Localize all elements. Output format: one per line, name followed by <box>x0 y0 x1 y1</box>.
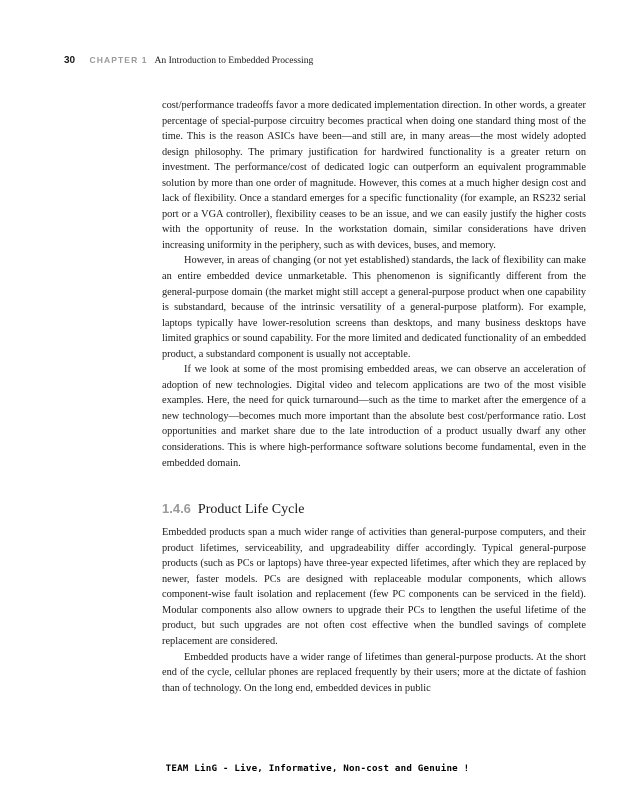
running-head <box>64 53 584 67</box>
page-number: 30 <box>64 55 76 66</box>
main-text <box>162 98 586 696</box>
body-paragraph: If we look at some of the most promising embedded areas, we can observe an acceleration of adoption of new technologies. Digital video and telecom applications are two of the most visible examples. Here, the need for quick turnaround—such as the time to market after the emergence of a new technology—becomes much more important than the absolute best cost/performance ratio. Lost opportunities and market share due to the late introduction of a product usually dwarf any other considerations. This is where high-performance software solutions become fundamental, even in the embedded domain. <box>162 364 586 469</box>
footer-banner: TEAM LinG - Live, Informative, Non-cost and Genuine ! <box>165 763 470 774</box>
section-paragraph: Embedded products have a wider range of lifetimes than general-purpose products. At the short end of the cycle, cellular phones are replaced frequently by their users; more at the dictate of fashion than of technology. On the long end, embedded devices in public <box>162 651 586 694</box>
body-paragraph: However, in areas of changing (or not yet established) standards, the lack of flexibility can make an entire embedded device unmarketable. This phenomenon is significantly different from the general-purpose domain (the market might still accept a general-purpose product when one capability is substandard, because of the intrinsic versatility of a general-purpose platform). For example, laptops typically have lower-resolution screens than desktops, and many business desktops have limited graphics or sound capability. For the more limited and dedicated functionality of an embedded product, a substandard component is usually not acceptable. <box>162 255 586 360</box>
section-paragraph: Embedded products span a much wider range of activities than general-purpose computers, and their product lifetimes, serviceability, and upgradeability differ accordingly. Typical general-purpose products (such as PCs or laptops) have three-year expected lifetimes, after which they are replaced by newer, faster models. PCs are designed with replaceable modular components, which allows component-wise fault isolation and replacement (few PC components can be serviced in the field). Modular components also allow owners to upgrade their PCs to lengthen the useful lifetime of the product, but such upgrades are not often cost effective when the bundled savings of complete replacement are considered. <box>162 527 586 647</box>
chapter-title: An Introduction to Embedded Processing <box>154 55 314 66</box>
section-number: 1.4.6 <box>162 501 191 517</box>
section-title: Product Life Cycle <box>197 502 305 518</box>
body-paragraph: cost/performance tradeoffs favor a more dedicated implementation direction. In other words, a greater percentage of special-purpose circuitry becomes practical when doing one standard thing most of the time. This is the reason ASICs have been—and still are, in many areas—the most widely adopted design philosophy. The primary justification for hardwired functionality is a greater return on investment. The performance/cost of dedicated logic can outperform an equivalent programmable solution by more than one order of magnitude. However, this comes at a much higher design cost and lack of flexibility. Once a standard emerges for a specific functionality (for example, an RS232 serial port or a VGA controller), flexibility ceases to be an issue, and we can easily justify the higher costs with the opportunity of reuse. In the workstation domain, similar considerations have driven increasing uniformity in the periphery, such as with devices, buses, and memory. <box>162 100 586 251</box>
section-heading <box>162 500 586 519</box>
chapter-label: CHAPTER 1 <box>89 55 148 65</box>
